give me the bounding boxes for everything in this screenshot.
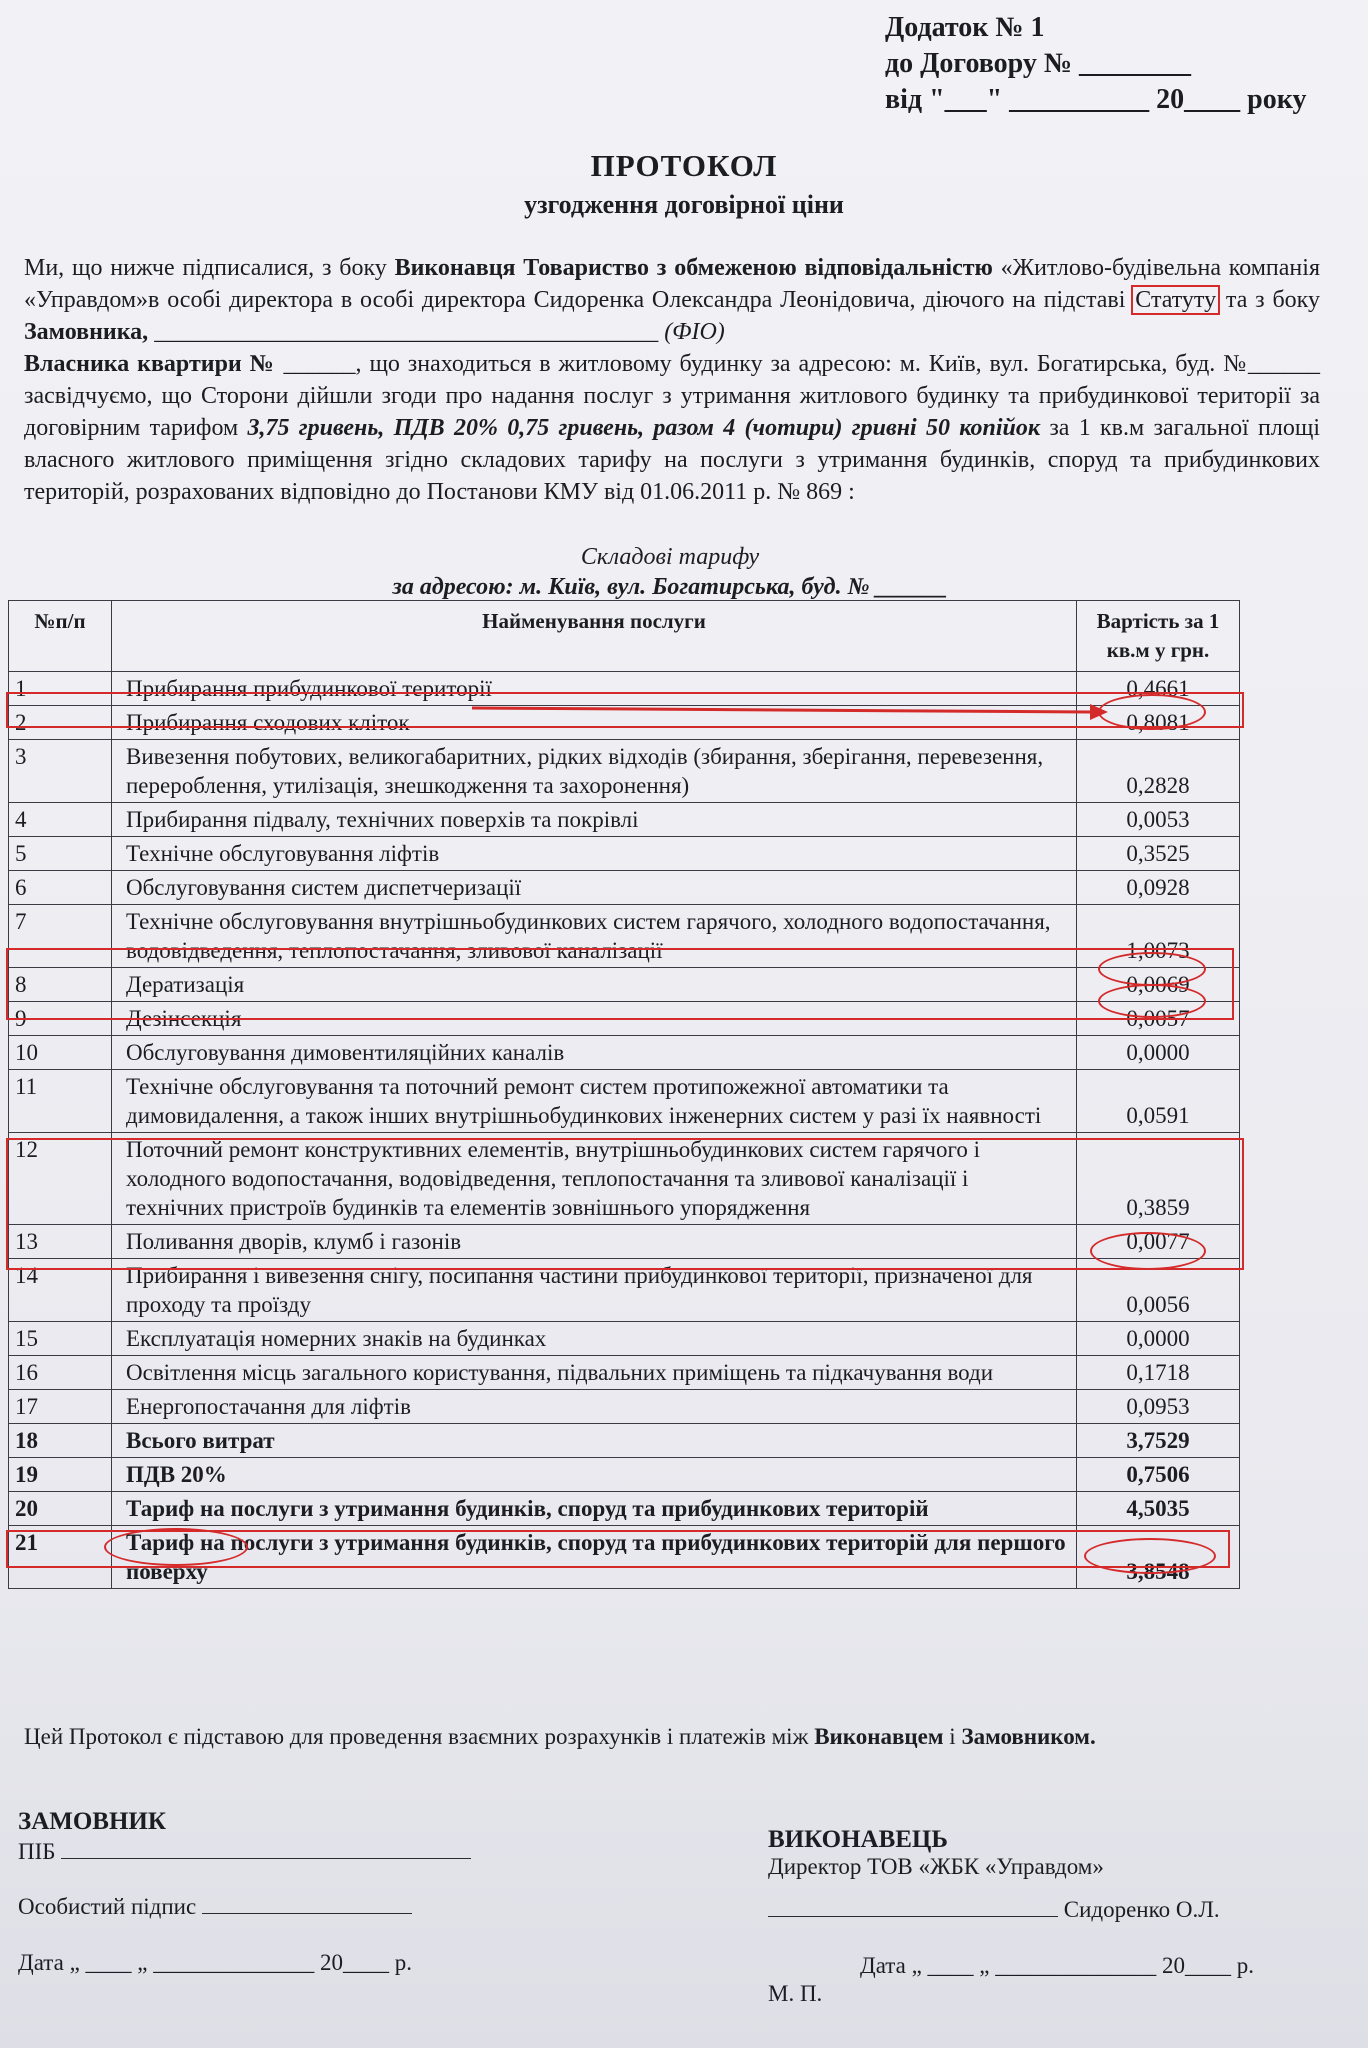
service-cost: 0,0953 <box>1077 1390 1240 1424</box>
row-number: 7 <box>9 905 112 968</box>
service-name: Тариф на послуги з утримання будинків, споруд та прибудинкових територій для першого поверху <box>112 1526 1077 1589</box>
table-row <box>9 1259 1240 1322</box>
table-row <box>9 837 1240 871</box>
customer-signature-label: Особистий підпис <box>18 1894 197 1919</box>
fio-line: __________________________________________ <box>154 319 659 345</box>
appendix-line-1: Додаток № 1 <box>885 12 1045 43</box>
basis-text-1: Цей Протокол є підставою для проведення взаємних розрахунків і платежів між <box>24 1724 815 1749</box>
row-number: 6 <box>9 871 112 905</box>
service-name: Поливання дворів, клумб і газонів <box>112 1225 1077 1259</box>
header-cost: Вартість за 1 кв.м у грн. <box>1077 601 1240 672</box>
table-row <box>9 1458 1240 1492</box>
intro-text-3: та з боку <box>1218 287 1320 313</box>
fio-label: (ФІО) <box>658 319 725 345</box>
row-number: 19 <box>9 1458 112 1492</box>
service-cost: 0,2828 <box>1077 740 1240 803</box>
service-cost: 0,3525 <box>1077 837 1240 871</box>
executor-name-sign: Сидоренко О.Л. <box>1063 1897 1220 1922</box>
service-name: Обслуговування димовентиляційних каналів <box>112 1036 1077 1070</box>
table-row <box>9 968 1240 1002</box>
pib-field-line <box>61 1838 471 1859</box>
appendix-line-2: до Договору № ________ <box>885 48 1192 79</box>
intro-text-1: Ми, що нижче підписалися, з боку <box>24 255 395 281</box>
service-name: Дезінсекція <box>112 1002 1077 1036</box>
row-number: 15 <box>9 1322 112 1356</box>
executor-sign-row <box>768 1896 1328 1923</box>
row-number: 16 <box>9 1356 112 1390</box>
basis-text-2: і <box>943 1724 962 1749</box>
intro-paragraph <box>24 252 1320 508</box>
service-name: Прибирання і вивезення снігу, посипання частини прибудинкової території, призначеної для проходу та проїзду <box>112 1259 1077 1322</box>
customer-date: Дата „ ____ „ ______________ 20____ р. <box>18 1950 413 1975</box>
row-number: 4 <box>9 803 112 837</box>
intro-text-5: за 1 кв.м загальної площі власного житлового приміщення згідно складових тарифу на послуги з утримання будинків, споруд та прибудинкових територій, розрахованих відповідно до Постанови КМУ від 01.06.2011 р. № 869 : <box>24 415 1321 505</box>
row-number: 14 <box>9 1259 112 1322</box>
service-name: Технічне обслуговування ліфтів <box>112 837 1077 871</box>
service-name: Прибирання сходових кліток <box>112 706 1077 740</box>
header-number: №п/п <box>9 601 112 672</box>
service-name: Дератизація <box>112 968 1077 1002</box>
row-number: 11 <box>9 1070 112 1133</box>
tariff-table <box>8 600 1240 1589</box>
tariff-text: 3,75 гривень, ПДВ 20% 0,75 гривень, разом 4 (чотири) гривні 50 копійок <box>247 415 1041 441</box>
executor-director: Директор ТОВ «ЖБК «Управдом» <box>768 1854 1104 1879</box>
customer-signature-block <box>18 1808 578 1976</box>
service-name: Енергопостачання для ліфтів <box>112 1390 1077 1424</box>
service-cost: 0,0057 <box>1077 1002 1240 1036</box>
table-row <box>9 803 1240 837</box>
table-row <box>9 871 1240 905</box>
table-row <box>9 1356 1240 1390</box>
row-number: 1 <box>9 672 112 706</box>
row-number: 13 <box>9 1225 112 1259</box>
table-row <box>9 1036 1240 1070</box>
table-row <box>9 1225 1240 1259</box>
table-row <box>9 1526 1240 1589</box>
table-row <box>9 905 1240 968</box>
row-number: 3 <box>9 740 112 803</box>
customer-label: Замовника, <box>24 319 155 345</box>
appendix-line-3: від "___" __________ 20____ року <box>885 84 1307 115</box>
service-name: Поточний ремонт конструктивних елементів, внутрішньобудинкових систем гарячого і холодного водопостачання, водовідведення, теплопостачання та зливової каналізації і технічних пристроїв будинків та елементів зовнішнього упорядження <box>112 1133 1077 1225</box>
service-cost: 3,7529 <box>1077 1424 1240 1458</box>
table-row <box>9 1002 1240 1036</box>
table-row <box>9 1070 1240 1133</box>
service-cost: 0,0069 <box>1077 968 1240 1002</box>
table-row <box>9 1424 1240 1458</box>
service-cost: 3,8548 <box>1077 1526 1240 1589</box>
row-number: 9 <box>9 1002 112 1036</box>
service-cost: 0,0000 <box>1077 1036 1240 1070</box>
row-number: 18 <box>9 1424 112 1458</box>
service-name: Вивезення побутових, великогабаритних, рідких відходів (збирання, зберігання, перевезення, перероблення, утилізація, знешкодження та захоронення) <box>112 740 1077 803</box>
service-cost: 4,5035 <box>1077 1492 1240 1526</box>
service-name: Обслуговування систем диспетчеризації <box>112 871 1077 905</box>
row-number: 21 <box>9 1526 112 1589</box>
service-name: Технічне обслуговування внутрішньобудинкових систем гарячого, холодного водопостачання, водовідведення, теплопостачання, зливової каналізації <box>112 905 1077 968</box>
customer-pib-row <box>18 1838 578 1865</box>
service-cost: 0,0053 <box>1077 803 1240 837</box>
service-cost: 0,3859 <box>1077 1133 1240 1225</box>
table-address: за адресою: м. Київ, вул. Богатирська, буд. № ______ <box>392 574 948 600</box>
executor-stamp: М. П. <box>768 1981 823 2006</box>
intro-text-2: «Житлово-будівельна компанія «Управдом»в особі директора в особі директора Сидоренка Олександра Леонідовича, діючого на підставі <box>24 255 1320 313</box>
service-name: Прибирання прибудинкової території <box>112 672 1077 706</box>
service-name: Всього витрат <box>112 1424 1077 1458</box>
basis-executor: Виконавцем <box>814 1724 944 1749</box>
service-cost: 0,0928 <box>1077 871 1240 905</box>
table-row <box>9 740 1240 803</box>
customer-pib-label: ПІБ <box>18 1839 56 1864</box>
statute-word: Статуту <box>1135 287 1217 313</box>
service-cost: 0,0591 <box>1077 1070 1240 1133</box>
executor-date: Дата „ ____ „ ______________ 20____ р. <box>860 1953 1255 1978</box>
service-name: Освітлення місць загального користування, підвальних приміщень та підкачування води <box>112 1356 1077 1390</box>
service-cost: 0,4661 <box>1077 672 1240 706</box>
basis-paragraph <box>24 1724 1344 1750</box>
executor-heading: ВИКОНАВЕЦЬ <box>768 1826 948 1853</box>
row-number: 20 <box>9 1492 112 1526</box>
owner-label: Власника квартири № <box>24 351 284 377</box>
intro-text-4: ______, що знаходиться в житловому будинку за адресою: м. Київ, вул. Богатирська, буд. №______ засвідчуємо, що Сторони дійшли згоди про надання послуг з утримання житлового будинку та прибудинкової території за договірним тарифом <box>24 351 1320 441</box>
table-row <box>9 1322 1240 1356</box>
service-name: ПДВ 20% <box>112 1458 1077 1492</box>
table-row <box>9 1133 1240 1225</box>
service-cost: 1,0073 <box>1077 905 1240 968</box>
service-cost: 0,7506 <box>1077 1458 1240 1492</box>
signature-field-line <box>202 1893 412 1914</box>
executor-signature-block <box>768 1826 1328 2007</box>
document-title: ПРОТОКОЛ <box>590 148 778 183</box>
row-number: 12 <box>9 1133 112 1225</box>
customer-heading: ЗАМОВНИК <box>18 1808 166 1835</box>
executor-sign-line <box>768 1896 1058 1917</box>
header-service-name: Найменування послуги <box>112 601 1077 672</box>
table-header-row <box>9 601 1240 672</box>
table-title: Складові тарифу <box>580 544 760 570</box>
executor-name: Виконавця Товариство з обмеженою відповідальністю <box>394 255 993 281</box>
appendix-header <box>885 10 1355 118</box>
service-cost: 0,0056 <box>1077 1259 1240 1322</box>
service-cost: 0,0077 <box>1077 1225 1240 1259</box>
table-row <box>9 1390 1240 1424</box>
document-subtitle: узгодження договірної ціни <box>524 190 844 219</box>
service-name: Технічне обслуговування та поточний ремонт систем протипожежної автоматики та димовидалення, а також інших внутрішньобудинкових інженерних систем у разі їх наявності <box>112 1070 1077 1133</box>
service-name: Тариф на послуги з утримання будинків, споруд та прибудинкових територій <box>112 1492 1077 1526</box>
service-name: Експлуатація номерних знаків на будинках <box>112 1322 1077 1356</box>
service-name: Прибирання підвалу, технічних поверхів та покрівлі <box>112 803 1077 837</box>
table-row <box>9 1492 1240 1526</box>
row-number: 17 <box>9 1390 112 1424</box>
row-number: 5 <box>9 837 112 871</box>
customer-signature-row <box>18 1893 578 1920</box>
service-cost: 0,1718 <box>1077 1356 1240 1390</box>
row-number: 10 <box>9 1036 112 1070</box>
arrow-annotation <box>470 696 1110 726</box>
row-number: 8 <box>9 968 112 1002</box>
service-cost: 0,0000 <box>1077 1322 1240 1356</box>
service-cost: 0,8081 <box>1077 706 1240 740</box>
row-number: 2 <box>9 706 112 740</box>
basis-customer: Замовником. <box>961 1724 1096 1749</box>
